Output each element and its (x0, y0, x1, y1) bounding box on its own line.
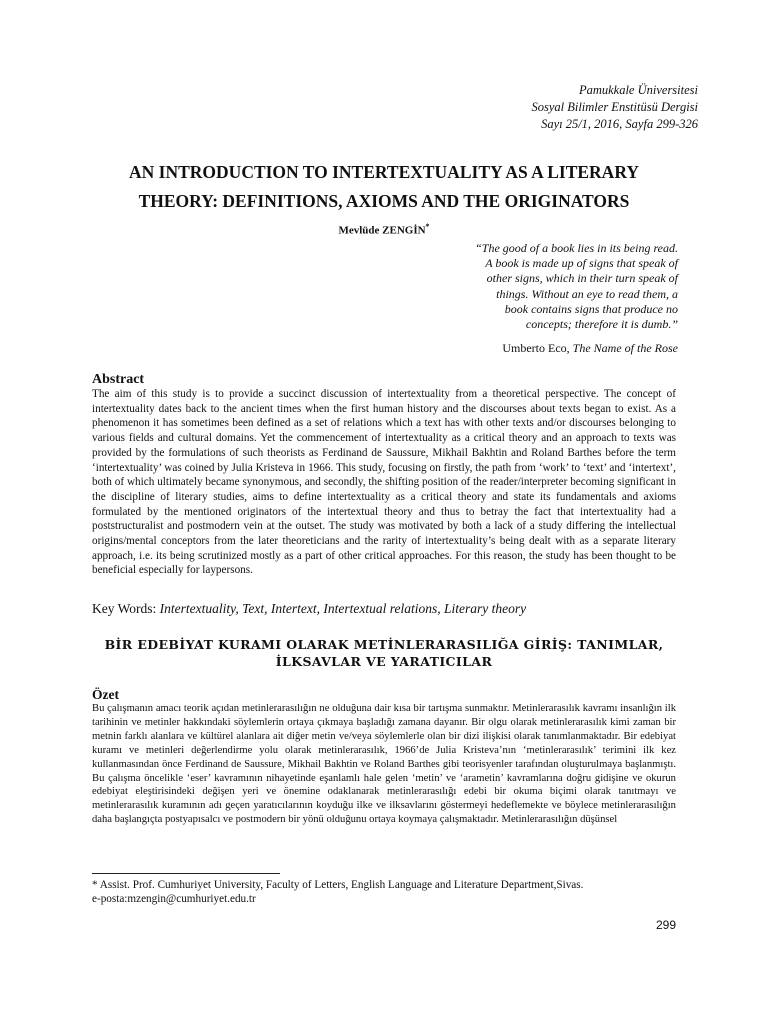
abstract-line: The aim of this study is to provide a succinct discussion of intertextuality from a theoretical perspective. The (92, 388, 622, 400)
abstract-line: critical approaches. For this reason, the study has been thought to be beneficial especially for laypersons. (92, 549, 677, 577)
turkish-title (60, 636, 708, 670)
ozet-line: ‘arametin’ kavramlarına doğru gidişine ve okurun edebiyat eleştirisindeki değişen yeri ve önemine odaklanarak (92, 772, 676, 798)
abstract-line: intertextuality had a poststructuralist and postmodern vein at the outset. The study was motivated by both a lack (92, 505, 677, 533)
keywords (92, 601, 526, 617)
article-title (60, 158, 708, 216)
abstract-line: ultimately became synonymous, and secondly, the shifting position of the reader/interpreter becoming significant (157, 476, 665, 489)
abstract-line: texts began to exist. As a phenomenon it has sometimes been defined as a set of relations which a text has with (92, 402, 677, 430)
epigraph-quote (378, 241, 678, 332)
ozet-line: diğer metin ve/veya söylemlerle olan bir dizi ilişkisi olarak tanımlanmaktadır. Bir edebiyat kuramı ve metinleri (92, 730, 676, 756)
abstract-line: concept of intertextuality dates back to the ancient times when the first human history and the discourses about (92, 388, 677, 415)
author (0, 222, 768, 237)
abstract-body (92, 387, 676, 578)
ozet-line: metinlerarasılığı edebi bir okuma biçimi olarak tanıtmayı ve metinlerarasılık kuramının adı geçen yaratıcılarının (92, 786, 676, 812)
keywords-list: Intertextuality, Text, Intertext, Intertextual relations, Literary theory (159, 601, 527, 616)
abstract-heading: Abstract (92, 372, 145, 387)
epigraph-line: book contains signs that produce no (504, 301, 678, 316)
epigraph-line: concepts; therefore it is dumb.” (525, 317, 678, 332)
ozet-line: Bu çalışmanın amacı teorik açıdan metinlerarasılığın ne olduğuna dair kısa bir tartışma sunmaktır. (92, 703, 510, 714)
ozet-line: değerlendirme yolu olarak metinlerarasılık, 1966’de Julia Kristeva’nın ‘metinlerarasılık’ terimini ilk kez (191, 744, 676, 756)
epigraph-line: other signs, which in their turn speak of (486, 271, 678, 286)
ozet-line: kullanmasından önce Ferdinand de Saussure, Mikhail Bakhtin ve Roland Barthes gibi teorisyenler tarafından (92, 758, 559, 770)
epigraph-source (502, 341, 678, 356)
abstract-line: of a study differing the intellectual origins/mental conceptors from the later theoreticians and the rarity of (92, 520, 677, 548)
abstract-line: Ferdinand de Saussure, Mikhail Bakhtin and Roland Barthes before the term ‘intertextuality’ was coined by Julia (92, 446, 676, 474)
turkish-title-line-1: BİR EDEBİYAT KURAMI OLARAK METİNLERARASILIĞA GİRİŞ: TANIMLAR, (104, 637, 664, 652)
author-footnote-mark[interactable]: * (425, 222, 430, 231)
epigraph-source-work: The Name of the Rose (572, 341, 678, 355)
abstract-line: intertextuality’s being dealt with as a separate literary approach, i.e. its being scrutinized mostly as a part of other (92, 535, 676, 562)
journal-name: Sosyal Bilimler Enstitüsü Dergisi (531, 100, 698, 114)
abstract-line: intertextuality as a critical theory and an approach to texts was provided by the formulations of such theorists as (92, 432, 677, 459)
footnote-email[interactable]: e-posta:mzengin@cumhuriyet.edu.tr (92, 893, 256, 905)
epigraph-line: “The good of a book lies in its being read. (475, 241, 678, 255)
ozet-body (92, 702, 676, 827)
footnote (92, 878, 583, 906)
ozet-line: postyapısalcı ve postmodern bir yönü olduğunu ortaya koymaya çalışmaktadır. Metinlerarasılığın düşünsel (164, 814, 618, 826)
journal-header (531, 82, 698, 133)
footnote-divider (92, 873, 280, 874)
epigraph-line: A book is made up of signs that speak of (485, 256, 678, 271)
abstract-line: Kristeva in 1966. This study, focusing on firstly, the path from ‘work’ to ‘text’ and ‘intertext’, both of which (92, 461, 676, 489)
turkish-title-line-2: İLKSAVLAR VE YARATICILAR (275, 654, 493, 669)
journal-issue: Sayı 25/1, 2016, Sayfa 299-326 (541, 117, 698, 131)
abstract-line: other texts and/or discourses belonging to various fields and cultural domains. Yet the commencement of (92, 417, 677, 445)
article-title-line-2: THEORY: DEFINITIONS, AXIOMS AND THE ORIGINATORS (138, 191, 630, 211)
footnote-affiliation: * Assist. Prof. Cumhuriyet University, Faculty of Letters, English Language and Literature Department,Sivas. (92, 879, 584, 891)
ozet-line: oluşturulmaya başlanmıştı. Bu çalışma öncelikle ‘eser’ kavramının nihayetinde eşanlamlı hale gelen ‘metin’ ve (92, 758, 676, 784)
ozet-line: koyduğu ilke ve ilksavlarını göstermeyi hedeflemekte ve böylece metinlerarasılığın daha başlangıçta (92, 800, 676, 826)
page-number: 299 (655, 918, 676, 932)
ozet-heading: Özet (92, 687, 119, 702)
journal-university: Pamukkale Üniversitesi (578, 83, 698, 97)
abstract-line: and axioms formulated by the mentioned originators of the intertextual theory and thus to betray the fact that (92, 490, 676, 518)
author-name: Mevlüde ZENGİN (338, 224, 426, 237)
keywords-label: Key Words: (92, 601, 160, 616)
abstract-line: in the discipline of literary studies, aims to define intertextuality as a critical theory and state its fundamentals (92, 476, 676, 503)
article-title-line-1: AN INTRODUCTION TO INTERTEXTUALITY AS A LITERARY (129, 162, 639, 182)
epigraph-line: things. Without an eye to read them, a (496, 286, 678, 301)
ozet-line: zamana dayanır. Bir olgu olarak metinlerarasılık kimi zaman bir metnin farklı alanlara ve kültürel alanlara ait (92, 716, 676, 742)
epigraph-source-author: Umberto Eco, (502, 341, 573, 355)
ozet-line: Metinlerarasılık kavramı insanlığın ilk tarihinin ve metinler hakkındaki söylemlerin ortaya çıkmaya başladığı (92, 703, 676, 728)
